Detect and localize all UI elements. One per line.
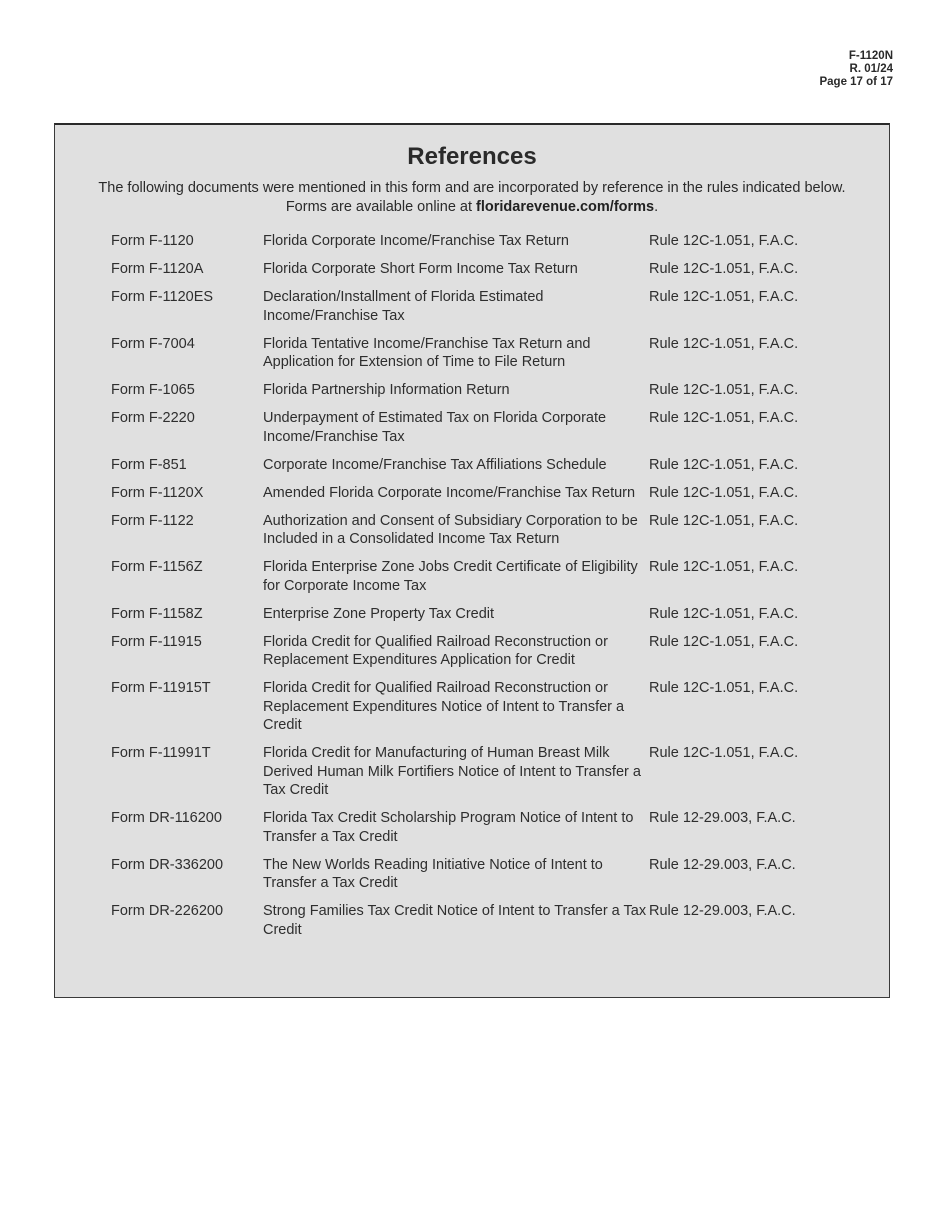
intro-line-2 bbox=[55, 198, 889, 217]
form-number: Form F-1065 bbox=[111, 382, 195, 398]
reference-row bbox=[111, 484, 851, 503]
form-header-code bbox=[819, 50, 893, 89]
rule-citation: Rule 12-29.003, F.A.C. bbox=[649, 810, 796, 826]
form-number: Form F-1120 bbox=[111, 233, 194, 249]
form-number: Form F-851 bbox=[111, 456, 187, 473]
rule-citation: Rule 12C-1.051, F.A.C. bbox=[649, 605, 799, 622]
reference-row bbox=[111, 288, 851, 325]
reference-row bbox=[111, 809, 851, 846]
form-number: Form DR-226200 bbox=[111, 903, 224, 919]
form-description: Amended Florida Corporate Income/Franchise Tax Return bbox=[263, 484, 636, 501]
form-description: Florida Credit for Qualified Railroad Reconstruction or Replacement Expenditures Notice of Intent to Transfer a Credit bbox=[263, 680, 625, 733]
form-description: Florida Tax Credit Scholarship Program Notice of Intent to Transfer a Tax Credit bbox=[263, 810, 634, 845]
reference-row bbox=[111, 605, 851, 624]
reference-row bbox=[111, 335, 851, 372]
rule-citation: Rule 12C-1.051, F.A.C. bbox=[649, 382, 799, 398]
form-number: Form F-1156Z bbox=[111, 559, 203, 575]
reference-row bbox=[111, 679, 851, 735]
rule-citation: Rule 12C-1.051, F.A.C. bbox=[649, 680, 799, 696]
reference-row bbox=[111, 744, 851, 800]
form-number: Form F-11915 bbox=[111, 633, 202, 650]
form-id: F-1120N bbox=[848, 50, 893, 62]
rule-citation: Rule 12C-1.051, F.A.C. bbox=[649, 484, 799, 501]
reference-row bbox=[111, 232, 851, 251]
rule-citation: Rule 12C-1.051, F.A.C. bbox=[649, 233, 799, 249]
reference-row bbox=[111, 856, 851, 893]
form-description: Florida Corporate Income/Franchise Tax Return bbox=[263, 233, 569, 249]
rule-citation: Rule 12C-1.051, F.A.C. bbox=[649, 559, 799, 575]
form-description: Florida Partnership Information Return bbox=[263, 382, 510, 398]
references-intro bbox=[55, 179, 889, 216]
form-number: Form F-7004 bbox=[111, 335, 195, 352]
intro-line-1: The following documents were mentioned in this form and are incorporated by reference in the rules indicated below. bbox=[98, 180, 846, 196]
reference-row bbox=[111, 902, 851, 939]
references-panel bbox=[54, 123, 890, 998]
page-number: Page 17 of 17 bbox=[819, 76, 893, 88]
form-number: Form DR-116200 bbox=[111, 810, 222, 826]
form-description: Corporate Income/Franchise Tax Affiliations Schedule bbox=[263, 456, 607, 473]
rule-citation: Rule 12C-1.051, F.A.C. bbox=[649, 410, 799, 426]
reference-row bbox=[111, 512, 851, 549]
form-number: Form F-1158Z bbox=[111, 605, 203, 622]
form-number: Form F-2220 bbox=[111, 410, 195, 426]
references-table bbox=[111, 232, 851, 949]
form-number: Form F-11991T bbox=[111, 745, 211, 761]
reference-row bbox=[111, 558, 851, 595]
form-number: Form DR-336200 bbox=[111, 856, 224, 873]
reference-row bbox=[111, 260, 851, 279]
form-description: Florida Tentative Income/Franchise Tax Return and Application for Extension of Time to File Return bbox=[263, 335, 591, 370]
rule-citation: Rule 12C-1.051, F.A.C. bbox=[649, 512, 799, 529]
form-description: The New Worlds Reading Initiative Notice of Intent to Transfer a Tax Credit bbox=[263, 856, 603, 891]
form-description: Florida Credit for Qualified Railroad Reconstruction or Replacement Expenditures Application for Credit bbox=[263, 633, 608, 668]
form-number: Form F-1120ES bbox=[111, 289, 214, 305]
form-description: Florida Enterprise Zone Jobs Credit Certificate of Eligibility for Corporate Income Tax bbox=[263, 559, 638, 594]
references-title: References bbox=[407, 143, 537, 170]
rule-citation: Rule 12-29.003, F.A.C. bbox=[649, 856, 796, 873]
rule-citation: Rule 12C-1.051, F.A.C. bbox=[649, 289, 799, 305]
form-description: Declaration/Installment of Florida Estimated Income/Franchise Tax bbox=[263, 289, 544, 324]
form-number: Form F-1122 bbox=[111, 512, 194, 529]
reference-row bbox=[111, 633, 851, 670]
rule-citation: Rule 12C-1.051, F.A.C. bbox=[649, 633, 799, 650]
form-description: Florida Credit for Manufacturing of Human Breast Milk Derived Human Milk Fortifiers Notice of Intent to Transfer a Tax Credit bbox=[263, 745, 641, 798]
reference-row bbox=[111, 409, 851, 446]
intro-suffix: . bbox=[654, 198, 659, 215]
rule-citation: Rule 12C-1.051, F.A.C. bbox=[649, 261, 799, 277]
forms-website-link: floridarevenue.com/forms bbox=[476, 198, 655, 215]
form-number: Form F-1120A bbox=[111, 261, 204, 277]
form-revision: R. 01/24 bbox=[849, 63, 893, 75]
intro-prefix: Forms are available online at bbox=[285, 198, 477, 215]
form-description: Florida Corporate Short Form Income Tax Return bbox=[263, 261, 578, 277]
form-number: Form F-11915T bbox=[111, 680, 211, 696]
rule-citation: Rule 12C-1.051, F.A.C. bbox=[649, 335, 799, 352]
form-description: Strong Families Tax Credit Notice of Intent to Transfer a Tax Credit bbox=[263, 903, 647, 938]
form-description: Underpayment of Estimated Tax on Florida Corporate Income/Franchise Tax bbox=[263, 410, 607, 445]
form-number: Form F-1120X bbox=[111, 484, 204, 501]
rule-citation: Rule 12-29.003, F.A.C. bbox=[649, 903, 796, 919]
reference-row bbox=[111, 381, 851, 400]
rule-citation: Rule 12C-1.051, F.A.C. bbox=[649, 456, 799, 473]
rule-citation: Rule 12C-1.051, F.A.C. bbox=[649, 745, 799, 761]
form-description: Enterprise Zone Property Tax Credit bbox=[263, 605, 495, 622]
reference-row bbox=[111, 456, 851, 475]
form-description: Authorization and Consent of Subsidiary Corporation to be Included in a Consolidated Income Tax Return bbox=[263, 512, 638, 547]
